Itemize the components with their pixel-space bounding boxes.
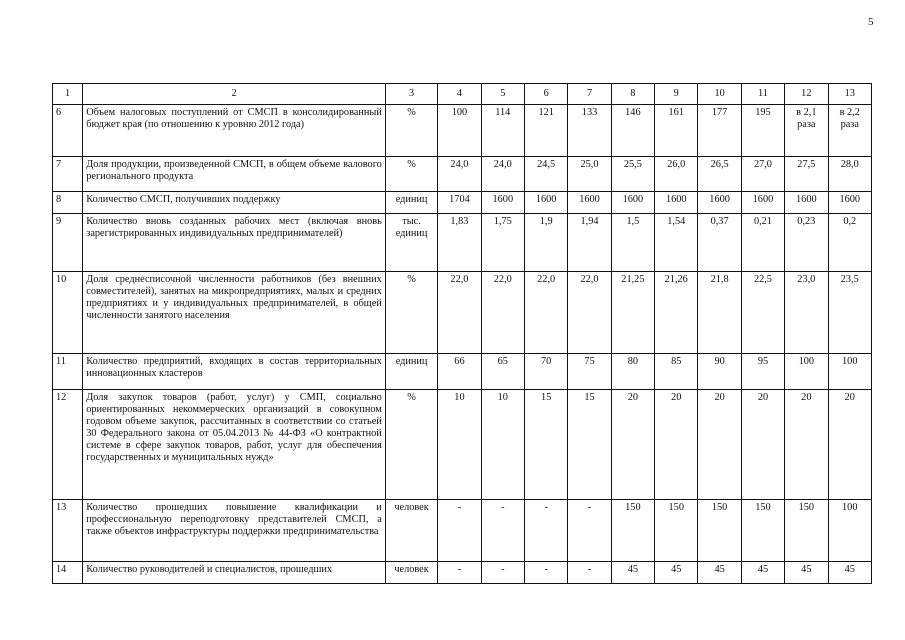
value-cell: 0,2: [828, 214, 872, 272]
row-number-cell: 14: [53, 562, 83, 584]
table-row: [53, 500, 872, 562]
value-cell: -: [524, 500, 567, 562]
header-cell: 5: [481, 84, 524, 105]
value-cell: 10: [438, 390, 481, 500]
value-cell: 177: [698, 105, 741, 157]
value-cell: 1600: [828, 192, 872, 214]
header-cell: 9: [655, 84, 698, 105]
value-cell: 100: [785, 354, 828, 390]
value-cell: 22,0: [438, 272, 481, 354]
value-cell: 25,5: [611, 157, 654, 192]
page-number: 5: [868, 16, 874, 28]
value-cell: 1,83: [438, 214, 481, 272]
row-number-cell: 12: [53, 390, 83, 500]
value-cell: 1,5: [611, 214, 654, 272]
value-cell: 15: [524, 390, 567, 500]
value-cell: 100: [828, 354, 872, 390]
row-number-cell: 7: [53, 157, 83, 192]
row-number-cell: 8: [53, 192, 83, 214]
value-cell: 66: [438, 354, 481, 390]
unit-cell: тыс. единиц: [385, 214, 437, 272]
header-cell: 1: [53, 84, 83, 105]
header-cell: 6: [524, 84, 567, 105]
value-cell: 1,9: [524, 214, 567, 272]
table-row: [53, 192, 872, 214]
header-cell: 4: [438, 84, 481, 105]
row-number-cell: 9: [53, 214, 83, 272]
value-cell: 195: [741, 105, 784, 157]
row-number-cell: 11: [53, 354, 83, 390]
value-cell: 24,0: [481, 157, 524, 192]
value-cell: 1,54: [655, 214, 698, 272]
value-cell: 28,0: [828, 157, 872, 192]
value-cell: 75: [568, 354, 611, 390]
value-cell: -: [524, 562, 567, 584]
value-cell: в 2,2 раза: [828, 105, 872, 157]
unit-cell: %: [385, 390, 437, 500]
table-row: [53, 390, 872, 500]
value-cell: 80: [611, 354, 654, 390]
value-cell: 1600: [568, 192, 611, 214]
value-cell: 45: [655, 562, 698, 584]
value-cell: 45: [828, 562, 872, 584]
unit-cell: единиц: [385, 354, 437, 390]
indicator-name-cell: Доля среднесписочной численности работников (без внешних совместителей), занятых на микропредприятиях, малых и средних предприятиях и у индивидуальных предпринимателей, в общей численности занятого населения: [83, 272, 386, 354]
unit-cell: %: [385, 272, 437, 354]
header-cell: 10: [698, 84, 741, 105]
value-cell: 10: [481, 390, 524, 500]
value-cell: 21,26: [655, 272, 698, 354]
value-cell: 21,25: [611, 272, 654, 354]
table-row: [53, 214, 872, 272]
indicator-name-cell: Объем налоговых поступлений от СМСП в консолидированный бюджет края (по отношению к уровню 2012 года): [83, 105, 386, 157]
value-cell: 21,8: [698, 272, 741, 354]
value-cell: 133: [568, 105, 611, 157]
header-cell: 7: [568, 84, 611, 105]
value-cell: 150: [655, 500, 698, 562]
table-row: [53, 272, 872, 354]
indicator-name-cell: Количество СМСП, получивших поддержку: [83, 192, 386, 214]
row-number-cell: 10: [53, 272, 83, 354]
value-cell: -: [481, 562, 524, 584]
value-cell: 1600: [481, 192, 524, 214]
value-cell: 1,94: [568, 214, 611, 272]
indicators-table: [52, 83, 872, 584]
indicator-name-cell: Количество руководителей и специалистов, прошедших: [83, 562, 386, 584]
value-cell: 150: [741, 500, 784, 562]
value-cell: 20: [785, 390, 828, 500]
value-cell: 121: [524, 105, 567, 157]
value-cell: 22,0: [568, 272, 611, 354]
table-row: [53, 354, 872, 390]
value-cell: -: [568, 562, 611, 584]
table-body: [53, 84, 872, 584]
value-cell: 23,5: [828, 272, 872, 354]
value-cell: 161: [655, 105, 698, 157]
value-cell: 22,0: [481, 272, 524, 354]
header-cell: 13: [828, 84, 872, 105]
row-number-cell: 13: [53, 500, 83, 562]
value-cell: 1600: [785, 192, 828, 214]
table-row: [53, 562, 872, 584]
value-cell: 150: [698, 500, 741, 562]
value-cell: 20: [741, 390, 784, 500]
value-cell: 22,0: [524, 272, 567, 354]
value-cell: 45: [611, 562, 654, 584]
value-cell: 20: [611, 390, 654, 500]
value-cell: -: [438, 500, 481, 562]
value-cell: 26,5: [698, 157, 741, 192]
header-cell: 2: [83, 84, 386, 105]
value-cell: 15: [568, 390, 611, 500]
value-cell: 146: [611, 105, 654, 157]
value-cell: 22,5: [741, 272, 784, 354]
unit-cell: единиц: [385, 192, 437, 214]
header-cell: 3: [385, 84, 437, 105]
value-cell: -: [568, 500, 611, 562]
indicator-name-cell: Количество предприятий, входящих в состав территориальных инновационных кластеров: [83, 354, 386, 390]
table-row: [53, 105, 872, 157]
indicator-name-cell: Доля продукции, произведенной СМСП, в общем объеме валового регионального продукта: [83, 157, 386, 192]
value-cell: 0,21: [741, 214, 784, 272]
value-cell: 24,5: [524, 157, 567, 192]
indicator-name-cell: Количество прошедших повышение квалификации и профессиональную переподготовку представителей СМСП, а также объектов инфраструктуры поддержки предпринимательства: [83, 500, 386, 562]
value-cell: 150: [611, 500, 654, 562]
value-cell: 70: [524, 354, 567, 390]
value-cell: 1600: [655, 192, 698, 214]
value-cell: 25,0: [568, 157, 611, 192]
value-cell: 100: [828, 500, 872, 562]
value-cell: 65: [481, 354, 524, 390]
value-cell: 1,75: [481, 214, 524, 272]
value-cell: 23,0: [785, 272, 828, 354]
value-cell: -: [481, 500, 524, 562]
unit-cell: %: [385, 157, 437, 192]
value-cell: -: [438, 562, 481, 584]
header-cell: 11: [741, 84, 784, 105]
unit-cell: человек: [385, 562, 437, 584]
value-cell: 150: [785, 500, 828, 562]
value-cell: 95: [741, 354, 784, 390]
value-cell: 1600: [698, 192, 741, 214]
value-cell: 45: [785, 562, 828, 584]
unit-cell: %: [385, 105, 437, 157]
indicator-name-cell: Количество вновь созданных рабочих мест (включая вновь зарегистрированных индивидуальных предпринимателей): [83, 214, 386, 272]
value-cell: 20: [698, 390, 741, 500]
value-cell: 90: [698, 354, 741, 390]
value-cell: 27,0: [741, 157, 784, 192]
value-cell: в 2,1 раза: [785, 105, 828, 157]
value-cell: 27,5: [785, 157, 828, 192]
value-cell: 85: [655, 354, 698, 390]
value-cell: 1704: [438, 192, 481, 214]
value-cell: 24,0: [438, 157, 481, 192]
value-cell: 0,37: [698, 214, 741, 272]
value-cell: 45: [698, 562, 741, 584]
value-cell: 45: [741, 562, 784, 584]
header-cell: 8: [611, 84, 654, 105]
header-row: [53, 84, 872, 105]
table-row: [53, 157, 872, 192]
row-number-cell: 6: [53, 105, 83, 157]
value-cell: 100: [438, 105, 481, 157]
value-cell: 0,23: [785, 214, 828, 272]
unit-cell: человек: [385, 500, 437, 562]
header-cell: 12: [785, 84, 828, 105]
value-cell: 114: [481, 105, 524, 157]
indicator-name-cell: Доля закупок товаров (работ, услуг) у СМП, социально ориентированных некоммерческих организаций в совокупном годовом объеме закупок, рассчитанных в соответствии со статьей 30 Федерального закона от 05.04.2013 № 44-ФЗ «О контрактной системе в сфере закупок товаров, работ, услуг для обеспечения государственных и муниципальных нужд»: [83, 390, 386, 500]
value-cell: 20: [828, 390, 872, 500]
value-cell: 1600: [524, 192, 567, 214]
value-cell: 20: [655, 390, 698, 500]
value-cell: 1600: [611, 192, 654, 214]
value-cell: 1600: [741, 192, 784, 214]
value-cell: 26,0: [655, 157, 698, 192]
